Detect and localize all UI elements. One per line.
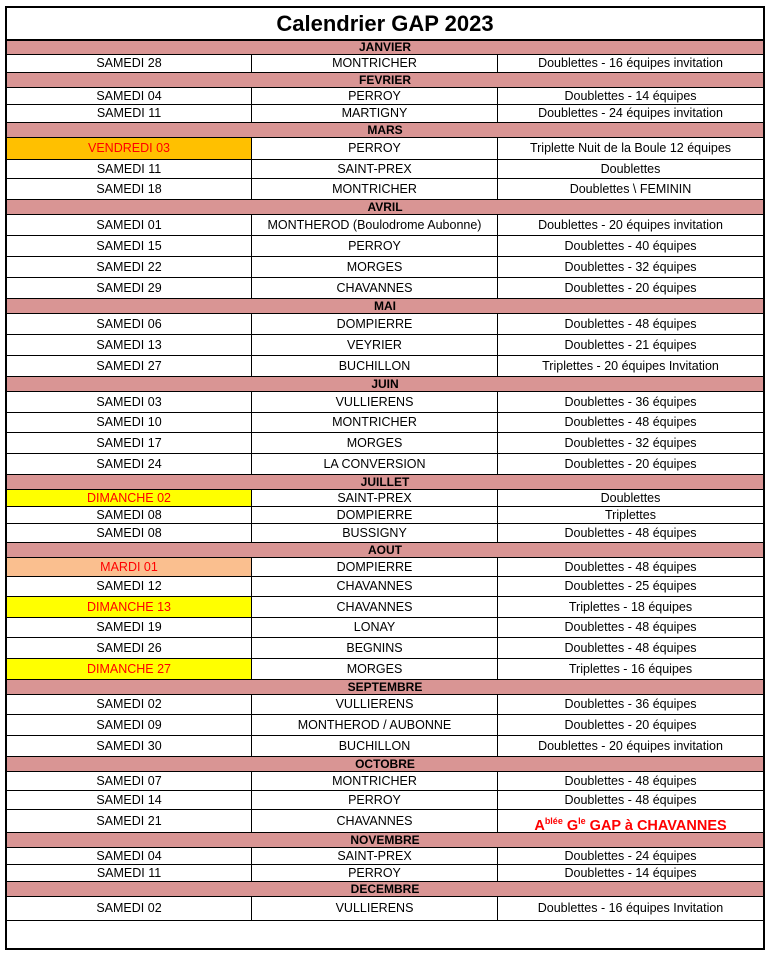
event-info-cell: Doublettes \ FEMININ [569,182,692,196]
month-header: MAI [7,299,763,314]
event-row [7,433,763,454]
date-cell: SAMEDI 11 [7,865,252,881]
event-row [7,215,763,236]
location-cell: VEYRIER [252,335,498,355]
event-info-cell: Doublettes - 20 équipes invitation [538,218,723,232]
location-cell: BUCHILLON [252,356,498,376]
location-cell: DOMPIERRE [252,558,498,576]
event-row [7,577,763,597]
event-info-cell: Doublettes - 32 équipes [564,436,697,450]
event-row [7,695,763,715]
date-cell: SAMEDI 14 [7,791,252,809]
location-cell: MORGES [252,659,498,679]
month-header: JUILLET [7,475,763,490]
event-row [7,507,763,524]
date-cell: SAMEDI 26 [7,638,252,658]
location-cell: VULLIERENS [252,695,498,714]
event-row [7,638,763,659]
month-header: AOUT [7,543,763,558]
date-cell: SAMEDI 04 [7,848,252,864]
month-header: MARS [7,123,763,138]
location-cell: PERROY [252,88,498,104]
event-info-cell: Triplettes - 18 équipes [568,600,693,614]
location-cell: MONTRICHER [252,179,498,199]
event-info-cell [498,810,763,832]
month-header: JANVIER [7,41,763,55]
date-cell: SAMEDI 28 [7,55,252,72]
date-cell: MARDI 01 [7,558,252,576]
date-cell: DIMANCHE 02 [7,490,252,506]
event-info-cell: Doublettes - 24 équipes invitation [538,106,723,120]
event-info-cell: Triplette Nuit de la Boule 12 équipes [529,141,732,155]
event-row [7,335,763,356]
month-header: DECEMBRE [7,882,763,897]
month-header: NOVEMBRE [7,833,763,848]
date-cell: SAMEDI 24 [7,454,252,474]
event-info-cell: Doublettes - 21 équipes [564,338,697,352]
event-info-cell: Doublettes - 48 équipes [564,793,697,807]
location-cell: BUSSIGNY [252,524,498,542]
date-cell: DIMANCHE 13 [7,597,252,617]
location-cell: LONAY [252,618,498,637]
event-row [7,810,763,833]
date-cell: SAMEDI 02 [7,695,252,714]
date-cell: SAMEDI 10 [7,413,252,432]
date-cell: SAMEDI 07 [7,772,252,790]
event-row [7,848,763,865]
event-info-cell: Doublettes - 48 équipes [564,526,697,540]
location-cell: CHAVANNES [252,810,498,832]
event-info-cell: Doublettes - 16 équipes Invitation [537,901,724,915]
location-cell: SAINT-PREX [252,490,498,506]
location-cell: BUCHILLON [252,736,498,756]
date-cell: SAMEDI 08 [7,524,252,542]
event-row [7,392,763,413]
date-cell: SAMEDI 22 [7,257,252,277]
date-cell: SAMEDI 13 [7,335,252,355]
general-assembly-notice: $A^{blée}$ $G^{le}$ GAP à CHAVANNES [534,816,727,832]
event-info-cell: Triplettes - 20 équipes Invitation [542,359,719,373]
location-cell: VULLIERENS [252,392,498,412]
date-cell: SAMEDI 09 [7,715,252,735]
location-cell: CHAVANNES [252,577,498,596]
month-header: SEPTEMBRE [7,680,763,695]
event-row [7,772,763,791]
location-cell: MONTRICHER [252,55,498,72]
event-row [7,791,763,810]
date-cell: DIMANCHE 27 [7,659,252,679]
event-row [7,356,763,377]
event-info-cell: Doublettes - 32 équipes [564,260,697,274]
location-cell: CHAVANNES [252,597,498,617]
event-row [7,715,763,736]
date-cell: SAMEDI 02 [7,897,252,920]
event-info-cell: Doublettes - 40 équipes [564,239,697,253]
location-cell: DOMPIERRE [252,314,498,334]
event-info-cell: Doublettes - 25 équipes [564,579,697,593]
event-row [7,659,763,680]
event-row [7,105,763,123]
event-info-cell: Triplettes - 16 équipes [568,662,693,676]
date-cell: SAMEDI 11 [7,105,252,122]
event-row [7,524,763,543]
event-row [7,490,763,507]
date-cell: SAMEDI 03 [7,392,252,412]
event-row [7,897,763,921]
month-header: OCTOBRE [7,757,763,772]
event-row [7,558,763,577]
location-cell: PERROY [252,138,498,159]
event-info-cell: Doublettes - 48 équipes [564,641,697,655]
event-row [7,278,763,299]
event-row [7,88,763,105]
event-row [7,413,763,433]
event-row [7,454,763,475]
date-cell: SAMEDI 04 [7,88,252,104]
event-row [7,236,763,257]
event-row [7,138,763,160]
date-cell: SAMEDI 29 [7,278,252,298]
event-row [7,314,763,335]
calendar-sheet [5,6,765,950]
event-row [7,179,763,200]
date-cell: SAMEDI 01 [7,215,252,235]
location-cell: MARTIGNY [252,105,498,122]
event-info-cell: Doublettes - 24 équipes [564,849,697,863]
location-cell: MONTHEROD (Boulodrome Aubonne) [252,215,498,235]
event-info-cell: Doublettes - 14 équipes [564,89,697,103]
event-info-cell: Doublettes - 36 équipes [564,697,697,711]
location-cell: MORGES [252,257,498,277]
month-header: JUIN [7,377,763,392]
event-info-cell: Doublettes - 16 équipes invitation [538,56,723,70]
event-row [7,160,763,179]
event-row [7,865,763,882]
location-cell: MORGES [252,433,498,453]
date-cell: SAMEDI 19 [7,618,252,637]
event-info-cell: Triplettes [605,508,656,522]
event-info-cell: Doublettes [600,162,661,176]
event-info-cell: Doublettes [600,491,661,505]
page-title: Calendrier GAP 2023 [7,8,763,41]
event-row [7,736,763,757]
date-cell: SAMEDI 15 [7,236,252,256]
date-cell: SAMEDI 11 [7,160,252,178]
event-info-cell: Doublettes - 36 équipes [564,395,697,409]
event-info-cell: Doublettes - 48 équipes [564,774,697,788]
date-cell: SAMEDI 12 [7,577,252,596]
event-info-cell: Doublettes - 14 équipes [564,866,697,880]
date-cell: VENDREDI 03 [7,138,252,159]
location-cell: MONTHEROD / AUBONNE [252,715,498,735]
month-header: FEVRIER [7,73,763,88]
location-cell: DOMPIERRE [252,507,498,523]
location-cell: MONTRICHER [252,413,498,432]
date-cell: SAMEDI 30 [7,736,252,756]
date-cell: SAMEDI 27 [7,356,252,376]
event-info-cell: Doublettes - 20 équipes [564,457,697,471]
event-row [7,597,763,618]
event-row [7,55,763,73]
date-cell: SAMEDI 08 [7,507,252,523]
location-cell: MONTRICHER [252,772,498,790]
location-cell: SAINT-PREX [252,848,498,864]
location-cell: PERROY [252,865,498,881]
date-cell: SAMEDI 17 [7,433,252,453]
event-row [7,618,763,638]
location-cell: VULLIERENS [252,897,498,920]
date-cell: SAMEDI 21 [7,810,252,832]
event-info-cell: Doublettes - 48 équipes [564,560,697,574]
event-info-cell: Doublettes - 48 équipes [564,620,697,634]
event-info-cell: Doublettes - 48 équipes [564,317,697,331]
location-cell: PERROY [252,236,498,256]
event-info-cell: Doublettes - 48 équipes [564,415,697,429]
date-cell: SAMEDI 18 [7,179,252,199]
month-header: AVRIL [7,200,763,215]
location-cell: LA CONVERSION [252,454,498,474]
event-row [7,257,763,278]
event-info-cell: Doublettes - 20 équipes invitation [538,739,723,753]
date-cell: SAMEDI 06 [7,314,252,334]
location-cell: CHAVANNES [252,278,498,298]
event-info-cell: Doublettes - 20 équipes [564,281,697,295]
location-cell: BEGNINS [252,638,498,658]
location-cell: SAINT-PREX [252,160,498,178]
location-cell: PERROY [252,791,498,809]
event-info-cell: Doublettes - 20 équipes [564,718,697,732]
